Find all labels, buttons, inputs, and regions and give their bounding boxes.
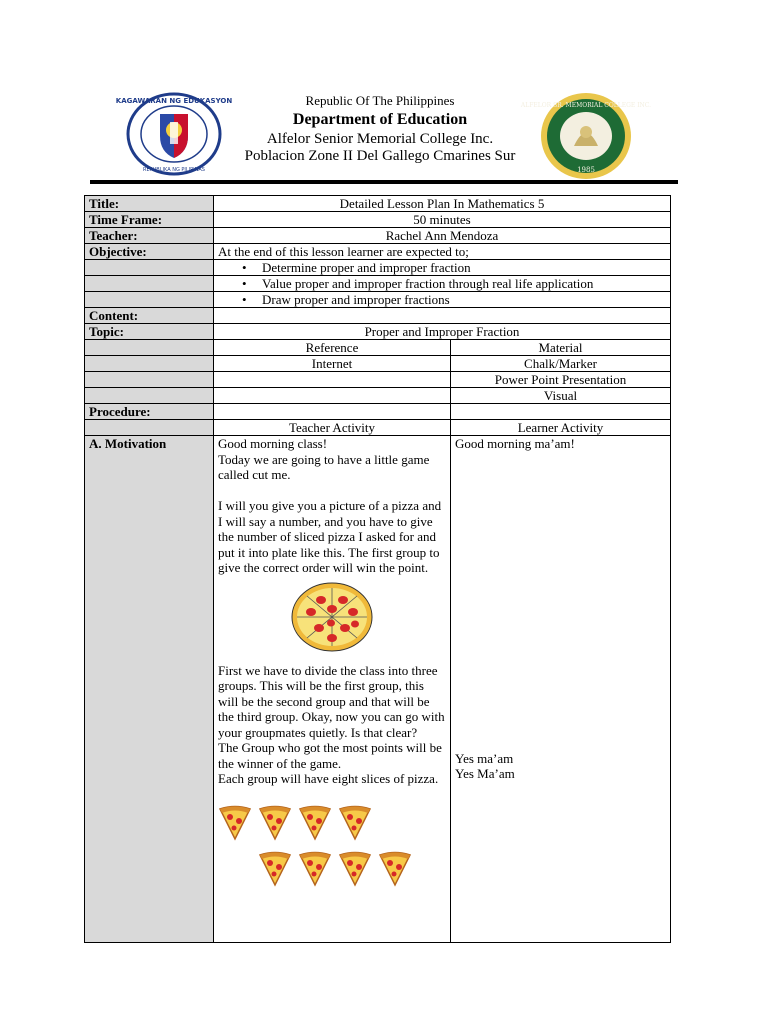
right-seal-text: ALFELOR SR. MEMORIAL COLLEGE INC. bbox=[520, 102, 652, 109]
time-frame-label: Time Frame: bbox=[85, 212, 214, 228]
table-row bbox=[85, 244, 671, 260]
table-row bbox=[85, 212, 671, 228]
table-row bbox=[85, 388, 671, 404]
pizza-slice-icon bbox=[378, 851, 412, 887]
table-row bbox=[85, 260, 671, 276]
table-row bbox=[85, 308, 671, 324]
objective-item: • Value proper and improper fraction through real life application bbox=[214, 276, 671, 292]
pizza-slice-icon bbox=[298, 851, 332, 887]
material-item: Chalk/Marker bbox=[451, 356, 671, 372]
header-rule bbox=[90, 180, 678, 184]
reference-item: Internet bbox=[214, 356, 451, 372]
objective-intro: At the end of this lesson learner are expected to; bbox=[214, 244, 671, 260]
learner-text-1: Good morning ma’am! bbox=[455, 436, 575, 451]
teacher-value: Rachel Ann Mendoza bbox=[214, 228, 671, 244]
pizza-image bbox=[218, 582, 446, 655]
header-line-3: Alfelor Senior Memorial College Inc. bbox=[266, 131, 494, 147]
pizza-slices bbox=[218, 805, 446, 887]
pizza-slice-icon bbox=[338, 805, 372, 841]
table-row bbox=[85, 324, 671, 340]
header-line-4: Poblacion Zone II Del Gallego Cmarines Sur bbox=[244, 148, 516, 164]
header-line-2: Department of Education bbox=[292, 111, 468, 128]
procedure-label: Procedure: bbox=[85, 404, 214, 420]
pizza-slice-icon bbox=[338, 851, 372, 887]
college-seal-icon bbox=[520, 92, 652, 180]
table-row bbox=[85, 420, 671, 436]
content-label: Content: bbox=[85, 308, 214, 324]
pizza-slice-icon bbox=[258, 851, 292, 887]
objective-label: Objective: bbox=[85, 244, 214, 260]
time-frame-value: 50 minutes bbox=[214, 212, 671, 228]
table-row bbox=[85, 276, 671, 292]
reference-header: Reference bbox=[214, 340, 451, 356]
table-row bbox=[85, 436, 671, 943]
learner-text-2: Yes ma’am bbox=[455, 751, 514, 766]
title-value: Detailed Lesson Plan In Mathematics 5 bbox=[214, 196, 671, 212]
material-item: Power Point Presentation bbox=[451, 372, 671, 388]
document-header bbox=[0, 0, 768, 190]
header-text bbox=[230, 92, 530, 165]
learner-activity-cell bbox=[451, 436, 671, 943]
learner-text-3: Yes Ma’am bbox=[455, 766, 515, 781]
pizza-icon bbox=[291, 582, 373, 652]
teacher-text-2: First we have to divide the class into three groups. This will be the first group, this will be the second group and that will be the third group. Okay, now you can go with your groupmates quietly. Is that clear? The Group who got the most points will be the winner of the game. Each group will have eight slices of pizza. bbox=[218, 662, 445, 786]
pizza-slice-icon bbox=[258, 805, 292, 841]
pizza-slice-icon bbox=[298, 805, 332, 841]
lesson-plan-table bbox=[84, 195, 671, 943]
table-row bbox=[85, 356, 671, 372]
table-row bbox=[85, 292, 671, 308]
topic-value: Proper and Improper Fraction bbox=[214, 324, 671, 340]
learner-activity-header: Learner Activity bbox=[451, 420, 671, 436]
deped-seal-icon bbox=[115, 92, 233, 176]
left-seal-bottom-text: REPUBLIKA NG PILIPINAS bbox=[143, 167, 205, 173]
teacher-text-1: Good morning class! Today we are going to have a little game called cut me. I will you give you a picture of a pizza and I will say a number, and you have to give the number of sliced pizza I asked for and put it into plate like this. The first group to give the correct order will win the point. bbox=[218, 436, 442, 575]
pizza-slice-icon bbox=[218, 805, 252, 841]
left-seal-text: KAGAWARAN NG EDUKASYON bbox=[115, 97, 233, 105]
right-seal-year: 1985 bbox=[577, 166, 595, 174]
material-item: Visual bbox=[451, 388, 671, 404]
material-header: Material bbox=[451, 340, 671, 356]
teacher-activity-cell bbox=[214, 436, 451, 943]
table-row bbox=[85, 404, 671, 420]
objective-item: • Determine proper and improper fraction bbox=[214, 260, 671, 276]
topic-label: Topic: bbox=[85, 324, 214, 340]
table-row bbox=[85, 196, 671, 212]
title-label: Title: bbox=[85, 196, 214, 212]
table-row bbox=[85, 372, 671, 388]
header-line-1: Republic Of The Philippines bbox=[305, 93, 455, 108]
motivation-label: A. Motivation bbox=[85, 436, 214, 943]
teacher-label: Teacher: bbox=[85, 228, 214, 244]
objective-item: • Draw proper and improper fractions bbox=[214, 292, 671, 308]
table-row bbox=[85, 340, 671, 356]
table-row bbox=[85, 228, 671, 244]
teacher-activity-header: Teacher Activity bbox=[214, 420, 451, 436]
